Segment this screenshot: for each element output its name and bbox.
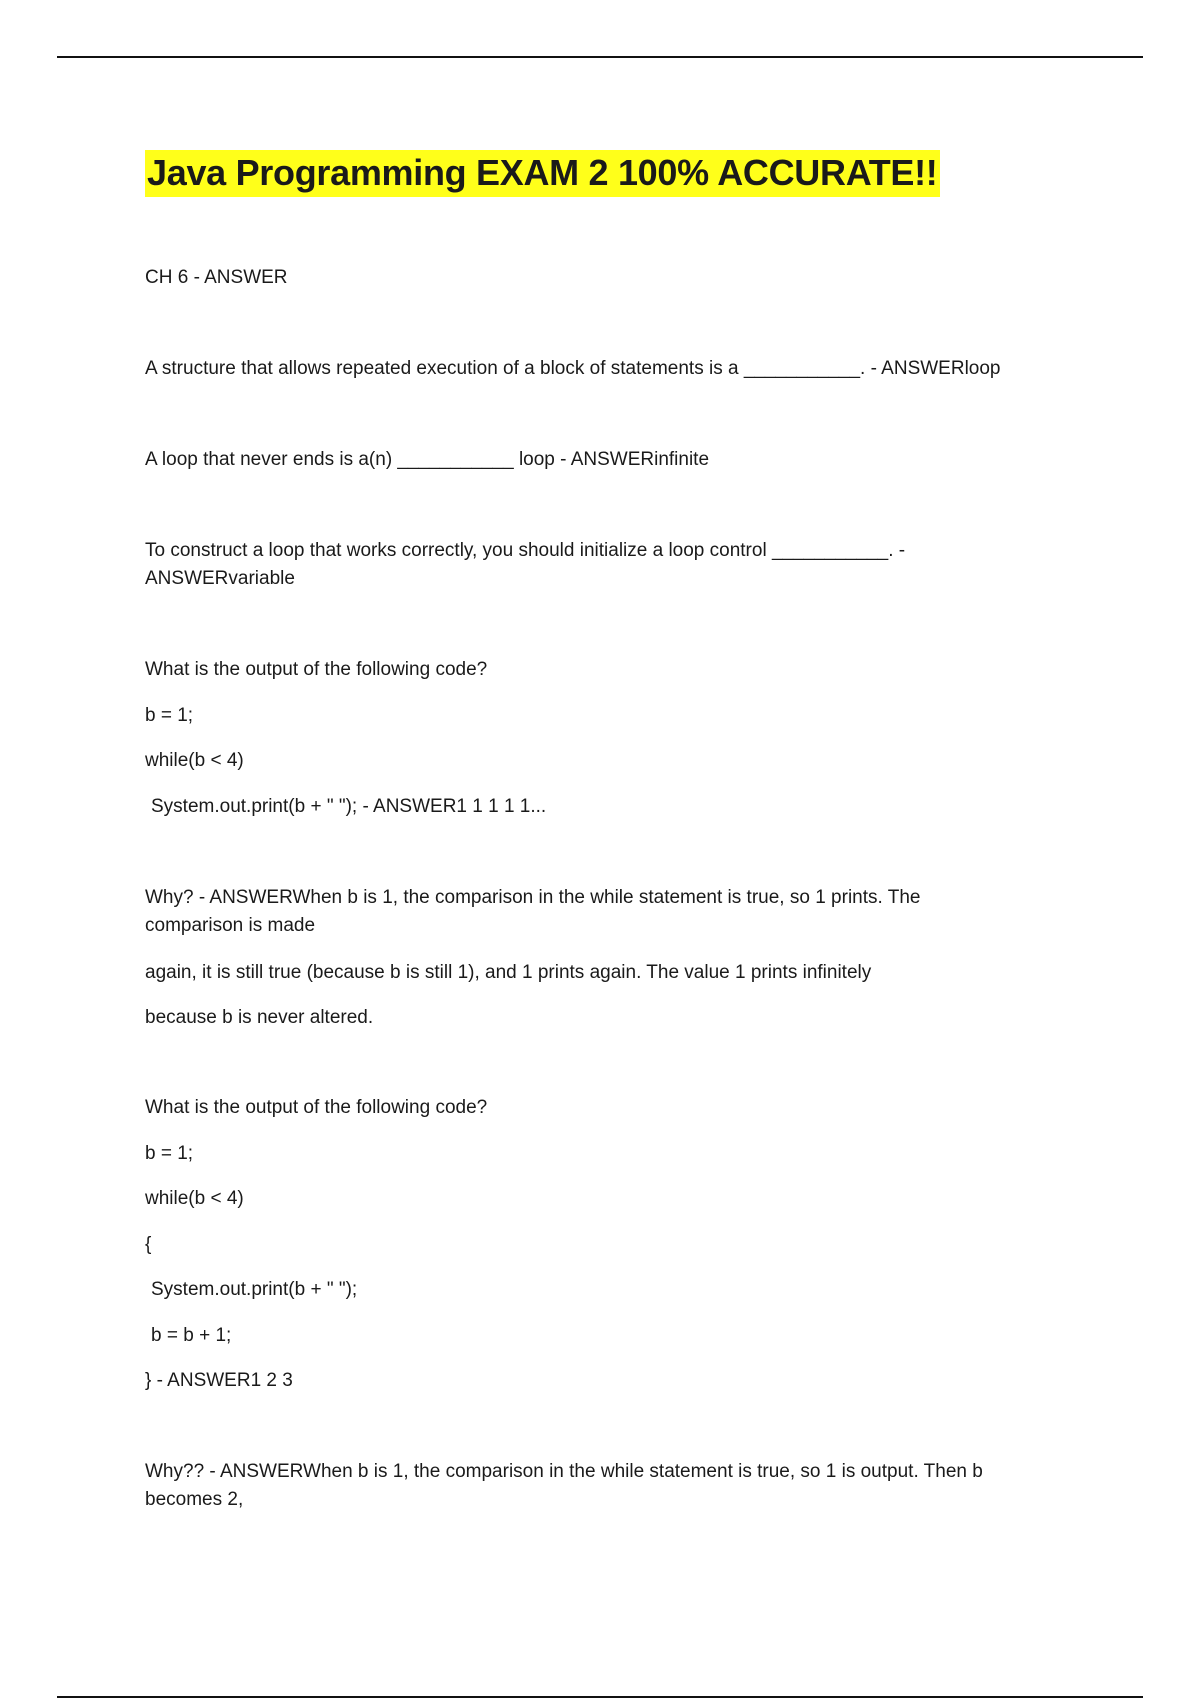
- code-line: while(b < 4): [145, 1188, 244, 1209]
- code-line: System.out.print(b + " ");: [151, 1279, 358, 1300]
- bottom-rule: [57, 1696, 1143, 1698]
- code-line: } - ANSWER1 2 3: [145, 1370, 293, 1391]
- question-line: What is the output of the following code?: [145, 1097, 488, 1118]
- section-heading: CH 6 - ANSWER: [145, 267, 288, 288]
- answer-explanation: again, it is still true (because b is still 1), and 1 prints again. The value 1 prints infinitely: [145, 962, 872, 983]
- answer-explanation: because b is never altered.: [145, 1007, 374, 1028]
- document-title: [145, 148, 940, 198]
- code-line: while(b < 4): [145, 750, 244, 771]
- top-rule: [57, 56, 1143, 58]
- question-line: A loop that never ends is a(n) ___________ loop - ANSWERinfinite: [145, 449, 710, 470]
- code-line: b = b + 1;: [151, 1325, 232, 1346]
- answer-explanation: Why?? - ANSWERWhen b is 1, the comparison in the while statement is true, so 1 is output. Then b becomes 2,: [145, 1461, 983, 1510]
- code-line: b = 1;: [145, 1143, 194, 1164]
- question-line: To construct a loop that works correctly, you should initialize a loop control ___________. - ANSWERvariable: [145, 540, 906, 589]
- code-line: {: [145, 1234, 152, 1255]
- code-line: b = 1;: [145, 705, 194, 726]
- question-line: What is the output of the following code?: [145, 659, 488, 680]
- answer-explanation: Why? - ANSWERWhen b is 1, the comparison in the while statement is true, so 1 prints. The comparison is made: [145, 887, 921, 936]
- question-line: A structure that allows repeated execution of a block of statements is a ___________. - ANSWERloop: [145, 358, 1001, 379]
- code-line: System.out.print(b + " "); - ANSWER1 1 1 1 1...: [151, 796, 547, 817]
- title-highlight: Java Programming EXAM 2 100% ACCURATE!!: [145, 150, 940, 197]
